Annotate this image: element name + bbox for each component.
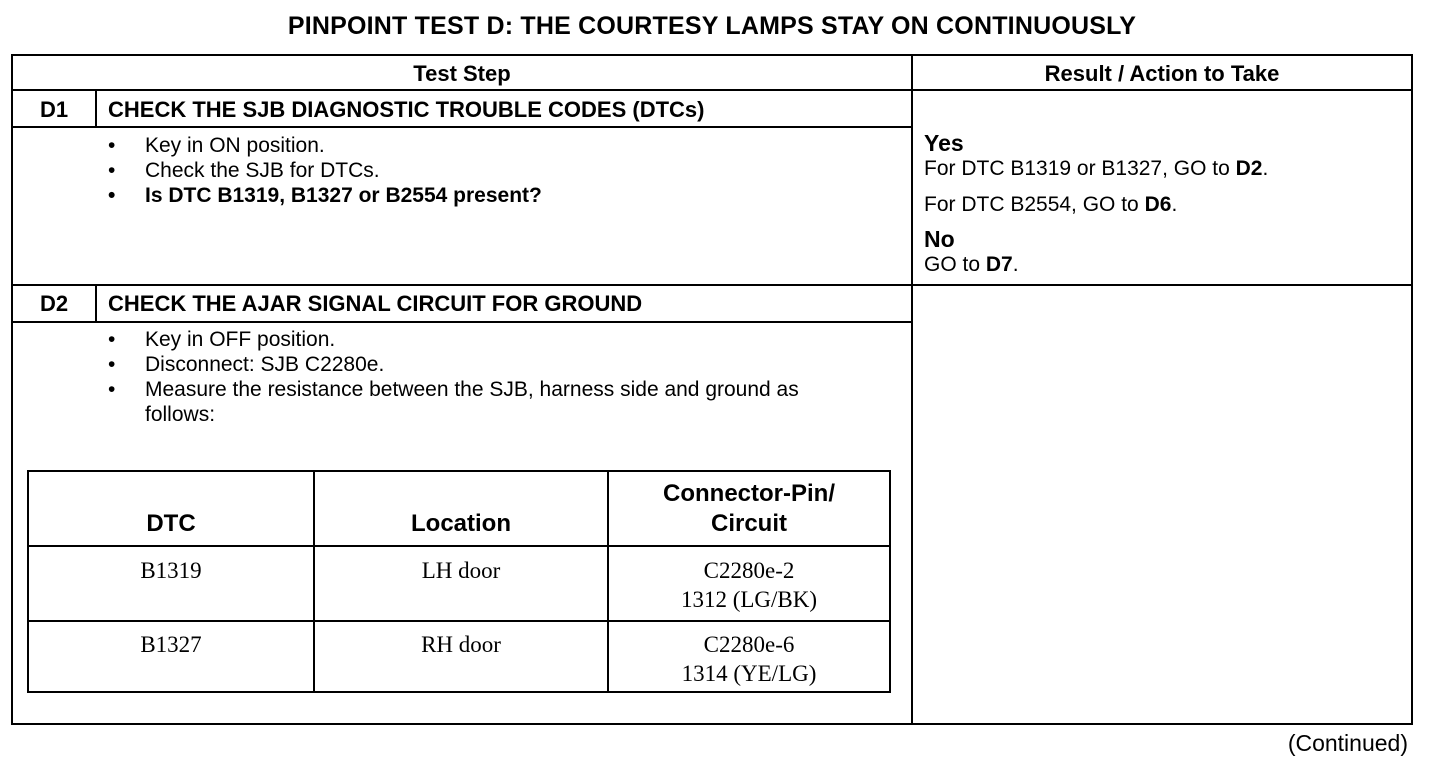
step-id-divider-d2 (95, 286, 97, 321)
measurement-table (27, 470, 891, 693)
measurement-header-connector: Connector-Pin/ Circuit (663, 480, 835, 537)
list-item-question: • Is DTC B1319, B1327 or B2554 present? (108, 184, 542, 207)
measurement-cell-connector: C2280e-2 1312 (LG/BK) (680, 558, 818, 612)
measurement-cell-connector: C2280e-6 1314 (YE/LG) (681, 632, 817, 686)
measurement-header-divider (29, 545, 889, 547)
page-title: PINPOINT TEST D: THE COURTESY LAMPS STAY ON CONTINUOUSLY (287, 12, 1137, 40)
step-id-divider-d1 (95, 91, 97, 126)
step-id-d1: D1 (39, 97, 69, 122)
measurement-cell-dtc: B1319 (140, 558, 202, 583)
result-yes-line-2: For DTC B2554, GO to D6. (924, 193, 1178, 216)
step-bullets-d1 (108, 133, 898, 208)
step-id-d2: D2 (39, 291, 69, 316)
measurement-cell-location: LH door (421, 558, 501, 583)
list-item: • Key in OFF position. (108, 328, 336, 351)
step-bullets-d2 (108, 327, 848, 427)
list-item: • Key in ON position. (108, 134, 325, 157)
result-no-label: No (924, 226, 955, 252)
header-divider (13, 89, 1411, 91)
step-heading-divider-d1 (13, 126, 911, 128)
step-heading-d2: CHECK THE AJAR SIGNAL CIRCUIT FOR GROUND (108, 291, 643, 316)
step-heading-d1: CHECK THE SJB DIAGNOSTIC TROUBLE CODES (DTCs) (108, 97, 705, 122)
list-item: • Disconnect: SJB C2280e. (108, 353, 385, 376)
header-result-action: Result / Action to Take (1044, 61, 1280, 86)
result-yes-line-1: For DTC B1319 or B1327, GO to D2. (924, 157, 1269, 180)
continued-label: (Continued) (1287, 730, 1408, 756)
result-no-line: GO to D7. (924, 253, 1019, 276)
measurement-cell-dtc: B1327 (140, 632, 202, 657)
column-divider (911, 56, 913, 723)
step-heading-divider-d2 (13, 321, 911, 323)
list-item: • Check the SJB for DTCs. (108, 159, 380, 182)
result-yes-label: Yes (924, 130, 964, 156)
result-d1 (924, 131, 1404, 277)
row-divider-d1-d2 (13, 284, 1411, 286)
list-item: • Measure the resistance between the SJB, harness side and ground as follows: (108, 378, 799, 426)
measurement-header-location: Location (411, 510, 511, 537)
measurement-cell-location: RH door (421, 632, 501, 657)
measurement-header-dtc: DTC (146, 510, 196, 537)
header-test-step: Test Step (413, 61, 511, 86)
measurement-row-divider (29, 620, 889, 622)
